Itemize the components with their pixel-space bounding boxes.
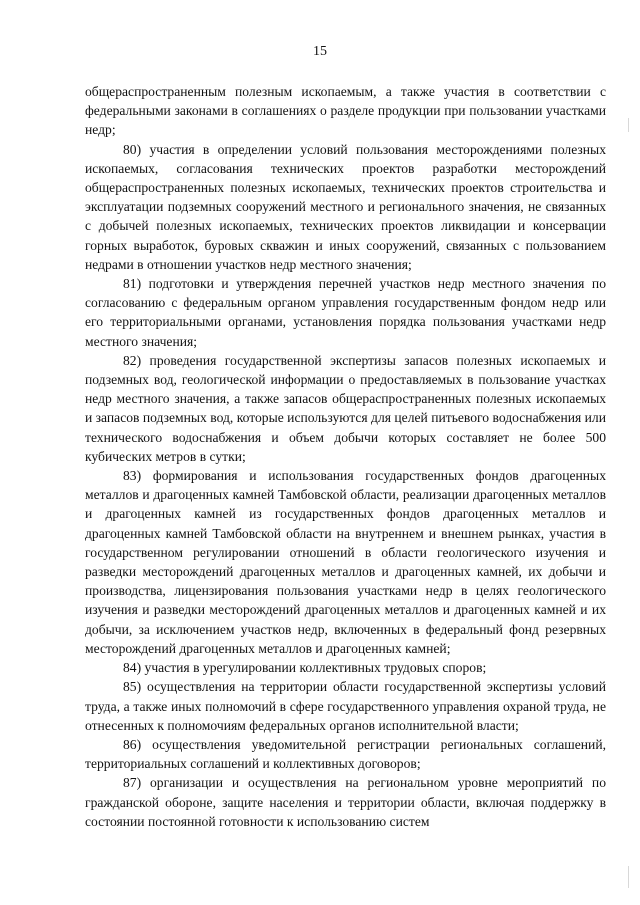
- paragraph-item-87: 87) организации и осуществления на региональном уровне мероприятий по гражданской обороне, защите населения и территории области, включая поддержку в состоянии постоянной готовности к использованию систем: [85, 775, 606, 829]
- paragraph-item-82: 82) проведения государственной экспертизы запасов полезных ископаемых и подземных вод, геологической информации о предоставляемых в пользование участках недр местного значения, а также запасов общераспространенных полезных ископаемых и запасов подземных вод, которые используются для целей питьевого водоснабжения или технического водоснабжения и объем добычи которых составляет не более 500 кубических метров в сутки;: [85, 352, 606, 464]
- scan-edge-mark-bottom: [628, 866, 629, 888]
- paragraph-item-81: 81) подготовки и утверждения перечней участков недр местного значения по согласованию с федеральным органом управления государственным фондом недр или его территориальными органами, установления порядка пользования участками недр местного значения;: [85, 276, 606, 349]
- paragraph-item-80: 80) участия в определении условий пользования месторождениями полезных ископаемых, согласования технических проектов разработки месторождений общераспространенных полезных ископаемых, технических проектов строительства и эксплуатации подземных сооружений местного и регионального значения, не связанных с добычей полезных ископаемых, технических проектов ликвидации и консервации горных выработок, буровых скважин и иных сооружений, связанных с пользованием недрами в отношении участков недр местного значения;: [85, 141, 606, 272]
- paragraph-item-86: 86) осуществления уведомительной регистрации региональных соглашений, территориальных соглашений и коллективных договоров;: [85, 736, 606, 772]
- paragraph-item-84: 84) участия в урегулировании коллективных трудовых споров;: [123, 660, 487, 676]
- scan-edge-mark-top: [628, 118, 629, 132]
- paragraph-continuation: общераспространенным полезным ископаемым, а также участия в соответствии с федеральными законами в соглашениях о разделе продукции при пользовании участками недр;: [85, 84, 606, 138]
- page-number: 15: [313, 44, 327, 59]
- paragraph-item-83: 83) формирования и использования государственных фондов драгоценных металлов и драгоценных камней Тамбовской области, реализации драгоценных металлов и драгоценных камней из государственных фондов драгоценных металлов и драгоценных камней Тамбовской области на внутреннем и внешнем рынках, участия в государственном регулировании отношений в области геологического изучения и разведки месторождений драгоценных металлов и драгоценных камней, их добычи и производства, лицензирования пользования участками недр в целях геологического изучения и разведки месторождений драгоценных металлов и драгоценных камней и их добычи, за исключением участков недр, включенных в федеральный фонд резервных месторождений драгоценных металлов и драгоценных камней;: [85, 468, 606, 656]
- document-body: [85, 82, 606, 831]
- paragraph-item-85: 85) осуществления на территории области государственной экспертизы условий труда, а также иных полномочий в сфере государственного управления охраной труда, не отнесенных к полномочиям федеральных органов исполнительной власти;: [85, 679, 606, 733]
